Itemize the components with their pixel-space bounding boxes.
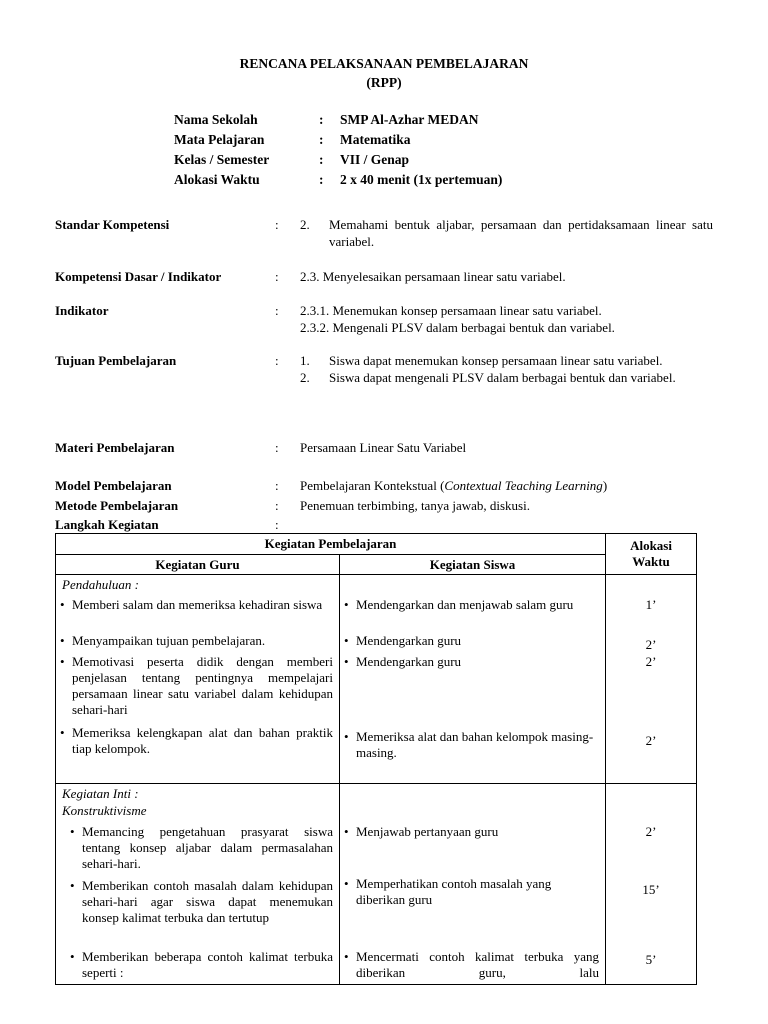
bullet-icon: • xyxy=(60,725,65,740)
item-text: Memahami bentuk aljabar, persamaan dan pertidaksamaan linear satu variabel. xyxy=(329,217,713,249)
identity-row-school xyxy=(174,112,502,132)
bullet-icon: • xyxy=(60,597,65,612)
item-text: Siswa dapat menemukan konsep persamaan linear satu variabel. xyxy=(329,353,663,368)
numbered-item xyxy=(300,216,713,250)
list-item-text: Memeriksa kelengkapan alat dan bahan praktik tiap kelompok. xyxy=(72,725,333,756)
identity-colon: : xyxy=(319,152,324,167)
section-colon: : xyxy=(275,498,279,513)
cell-alokasi xyxy=(606,575,697,784)
item-number: 2. xyxy=(300,370,310,385)
section-colon: : xyxy=(275,440,279,455)
section-colon: : xyxy=(275,217,279,232)
identity-row-time xyxy=(174,172,502,192)
list-item xyxy=(56,597,339,613)
section-colon: : xyxy=(275,517,279,532)
section-colon: : xyxy=(275,269,279,284)
item-text: Siswa dapat mengenali PLSV dalam berbagai bentuk dan variabel. xyxy=(329,370,676,385)
section-kompetensi-dasar xyxy=(55,268,715,285)
alokasi-value: 5’ xyxy=(645,952,657,967)
identity-block xyxy=(174,112,502,192)
indikator-line: 2.3.1. Menemukan konsep persamaan linear satu variabel. xyxy=(300,303,602,318)
identity-value: VII / Genap xyxy=(340,152,410,167)
section-indikator xyxy=(55,302,715,336)
document-subtitle: (RPP) xyxy=(366,75,402,90)
section-label: Standar Kompetensi xyxy=(55,217,170,232)
bullet-icon: • xyxy=(344,654,349,669)
list-item xyxy=(340,824,605,840)
header-alokasi xyxy=(606,534,697,575)
header-kegiatan: Kegiatan Pembelajaran xyxy=(56,534,606,555)
section-label: Kompetensi Dasar / Indikator xyxy=(55,269,222,284)
section-label: Model Pembelajaran xyxy=(55,478,172,493)
section-standar-kompetensi xyxy=(55,216,715,250)
numbered-item xyxy=(300,352,713,369)
identity-label: Mata Pelajaran xyxy=(174,132,265,147)
section-label: Materi Pembelajaran xyxy=(55,440,175,455)
cell-guru xyxy=(56,784,340,985)
list-item xyxy=(340,597,605,613)
section-metode xyxy=(55,497,715,514)
list-item xyxy=(340,949,605,981)
bullet-icon: • xyxy=(344,729,349,744)
document-title: RENCANA PELAKSANAAN PEMBELAJARAN xyxy=(239,56,529,71)
phase-label: Pendahuluan : xyxy=(62,577,139,592)
item-number: 1. xyxy=(300,353,310,368)
list-item-text: Memberikan beberapa contoh kalimat terbuka seperti : xyxy=(82,949,333,980)
list-item-text: Memeriksa alat dan bahan kelompok masing-masing. xyxy=(356,729,594,760)
list-item xyxy=(340,729,605,761)
list-item xyxy=(56,654,339,718)
cell-siswa xyxy=(340,575,606,784)
alokasi-value: 1’ xyxy=(645,597,657,612)
header-alokasi-line: Waktu xyxy=(632,554,670,569)
identity-colon: : xyxy=(319,112,324,127)
table-subheader-row xyxy=(56,555,697,575)
list-item-text: Mendengarkan guru xyxy=(356,654,462,669)
table-row-pendahuluan xyxy=(56,575,697,784)
section-langkah xyxy=(55,516,715,533)
header-guru: Kegiatan Guru xyxy=(56,555,340,575)
list-item xyxy=(340,876,605,908)
identity-label: Nama Sekolah xyxy=(174,112,258,127)
section-label: Indikator xyxy=(55,303,109,318)
bullet-icon: • xyxy=(70,949,75,964)
kegiatan-table xyxy=(55,533,697,985)
section-colon: : xyxy=(275,353,279,368)
identity-value: Matematika xyxy=(340,132,411,147)
section-text: 2.3. Menyelesaikan persamaan linear satu variabel. xyxy=(300,269,566,284)
list-item xyxy=(340,654,605,670)
bullet-icon: • xyxy=(60,633,65,648)
list-item-text: Menyampaikan tujuan pembelajaran. xyxy=(72,633,266,648)
section-tujuan xyxy=(55,352,715,386)
header-alokasi-line: Alokasi xyxy=(630,538,672,553)
table-row-inti xyxy=(56,784,697,985)
identity-label: Alokasi Waktu xyxy=(174,172,260,187)
model-text: Pembelajaran Kontekstual ( xyxy=(300,478,445,493)
identity-label: Kelas / Semester xyxy=(174,152,270,167)
section-model xyxy=(55,477,715,494)
bullet-icon: • xyxy=(344,876,349,891)
identity-colon: : xyxy=(319,132,324,147)
bullet-icon: • xyxy=(344,824,349,839)
alokasi-value: 2’ xyxy=(645,637,657,652)
section-colon: : xyxy=(275,478,279,493)
indikator-line: 2.3.2. Mengenali PLSV dalam berbagai bentuk dan variabel. xyxy=(300,320,615,335)
alokasi-value: 2’ xyxy=(645,824,657,839)
section-label: Metode Pembelajaran xyxy=(55,498,179,513)
list-item-text: Memancing pengetahuan prasyarat siswa tentang konsep aljabar dalam permasalahan sehari-hari. xyxy=(82,824,333,871)
bullet-icon: • xyxy=(60,654,65,669)
cell-siswa xyxy=(340,784,606,985)
alokasi-value: 2’ xyxy=(645,733,657,748)
list-item-text: Memberi salam dan memeriksa kehadiran siswa xyxy=(72,597,323,612)
bullet-icon: • xyxy=(70,878,75,893)
model-text-end: ) xyxy=(602,478,608,493)
bullet-icon: • xyxy=(70,824,75,839)
section-text: Persamaan Linear Satu Variabel xyxy=(300,440,467,455)
section-colon: : xyxy=(275,303,279,318)
section-materi xyxy=(55,439,715,456)
list-item-text: Memotivasi peserta didik dengan memberi penjelasan tentang pentingnya mempelajari persamaan linear satu variabel dalam kehidupan sehari-hari xyxy=(72,654,333,717)
bullet-icon: • xyxy=(344,949,349,964)
list-item xyxy=(56,725,339,757)
list-item xyxy=(56,633,339,649)
list-item xyxy=(56,878,339,926)
identity-row-subject xyxy=(174,132,502,152)
alokasi-value: 15’ xyxy=(642,882,660,897)
list-item-text: Memberikan contoh masalah dalam kehidupan sehari-hari agar siswa dapat menemukan konsep kalimat terbuka dan tertutup xyxy=(82,878,333,925)
section-label: Langkah Kegiatan xyxy=(55,517,159,532)
cell-alokasi xyxy=(606,784,697,985)
list-item-text: Memperhatikan contoh masalah yang diberikan guru xyxy=(356,876,552,907)
section-text: Penemuan terbimbing, tanya jawab, diskusi. xyxy=(300,498,530,513)
numbered-item xyxy=(300,369,713,386)
identity-colon: : xyxy=(319,172,324,187)
header-siswa: Kegiatan Siswa xyxy=(340,555,606,575)
section-label: Tujuan Pembelajaran xyxy=(55,353,177,368)
bullet-icon: • xyxy=(344,597,349,612)
list-item-text: Mencermati contoh kalimat terbuka yang diberikan guru, lalu xyxy=(356,949,600,980)
identity-row-class xyxy=(174,152,502,172)
subphase-label: Konstruktivisme xyxy=(62,803,147,818)
model-text-italic: Contextual Teaching Learning xyxy=(444,478,603,493)
list-item xyxy=(56,824,339,872)
list-item xyxy=(340,633,605,649)
alokasi-value: 2’ xyxy=(645,654,657,669)
list-item-text: Menjawab pertanyaan guru xyxy=(356,824,499,839)
list-item xyxy=(56,949,339,981)
item-number: 2. xyxy=(300,217,310,232)
table-header-row xyxy=(56,534,697,555)
phase-label: Kegiatan Inti : xyxy=(62,786,139,801)
identity-value: SMP Al-Azhar MEDAN xyxy=(340,112,479,127)
cell-guru xyxy=(56,575,340,784)
identity-value: 2 x 40 menit (1x pertemuan) xyxy=(340,172,503,187)
list-item-text: Mendengarkan guru xyxy=(356,633,462,648)
bullet-icon: • xyxy=(344,633,349,648)
list-item-text: Mendengarkan dan menjawab salam guru xyxy=(356,597,574,612)
